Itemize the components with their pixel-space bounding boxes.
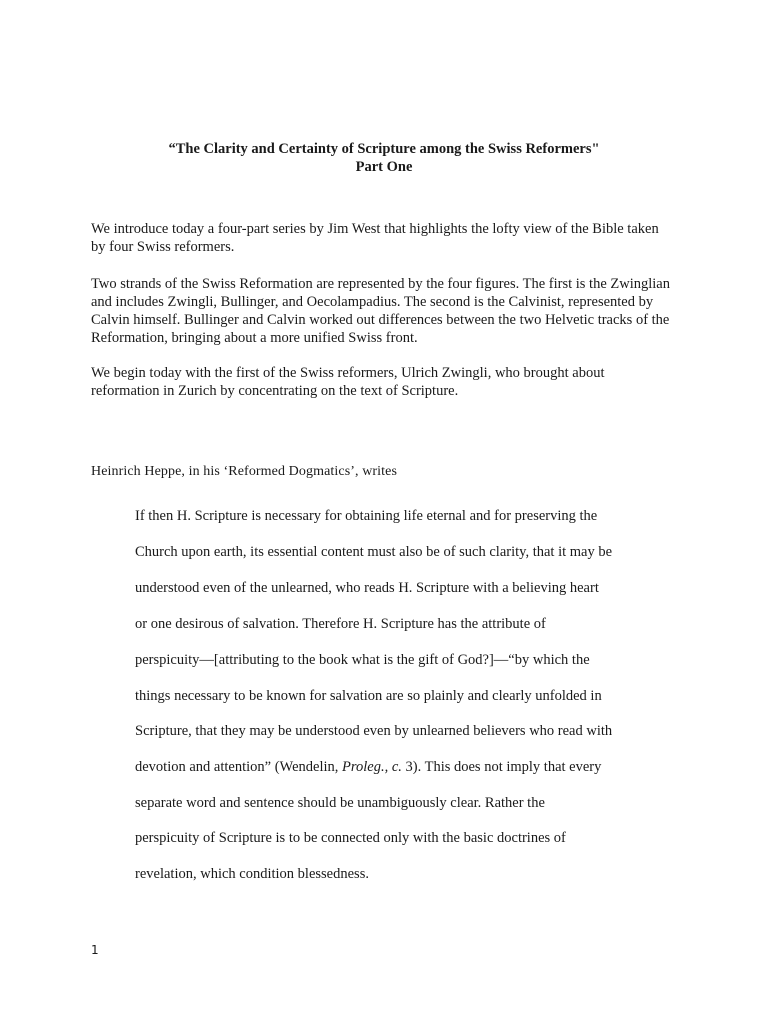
quote-line: separate word and sentence should be unambiguously clear. Rather the: [135, 795, 545, 811]
quote-line: understood even of the unlearned, who reads H. Scripture with a believing heart: [135, 580, 599, 596]
document-subtitle: Part One: [355, 159, 413, 175]
quote-line: or one desirous of salvation. Therefore H. Scripture has the attribute of: [135, 616, 546, 632]
title-block: [0, 140, 768, 176]
quote-line: things necessary to be known for salvation are so plainly and clearly unfolded in: [135, 688, 602, 704]
zwingli-paragraph: We begin today with the first of the Swiss reformers, Ulrich Zwingli, who brought about reformation in Zurich by concentrating on the text of Scripture.: [91, 365, 605, 399]
citation-text-before: devotion and attention” (Wendelin,: [135, 759, 343, 775]
citation-line: [135, 759, 601, 776]
document-title: “The Clarity and Certainty of Scripture among the Swiss Reformers": [168, 141, 600, 157]
quote-line: perspicuity of Scripture is to be connected only with the basic doctrines of: [135, 830, 566, 846]
quote-line: Church upon earth, its essential content must also be of such clarity, that it may be: [135, 544, 613, 560]
quote-line: If then H. Scripture is necessary for obtaining life eternal and for preserving the: [135, 508, 598, 524]
citation-text-after: 3). This does not imply that every: [401, 759, 602, 775]
page-number: 1: [91, 943, 99, 957]
intro-paragraph: We introduce today a four-part series by Jim West that highlights the lofty view of the Bible taken by four Swiss reformers.: [91, 221, 659, 255]
quote-line: Scripture, that they may be understood even by unlearned believers who read with: [135, 723, 613, 739]
citation-work-title: Proleg., c.: [342, 759, 402, 775]
quote-line: revelation, which condition blessedness.: [135, 866, 369, 882]
quote-line: perspicuity—[attributing to the book what is the gift of God?]—“by which the: [135, 652, 590, 668]
heppe-intro-paragraph: Heinrich Heppe, in his ‘Reformed Dogmatics’, writes: [91, 464, 398, 479]
strands-paragraph: Two strands of the Swiss Reformation are represented by the four figures. The first is the Zwinglian and includes Zwingli, Bullinger, and Oecolampadius. The second is the Calvinist, represented by Calvin himself. Bullinger and Calvin worked out differences between the two Helvetic tracks of the Reformation, bringing about a more unified Swiss front.: [91, 276, 670, 346]
